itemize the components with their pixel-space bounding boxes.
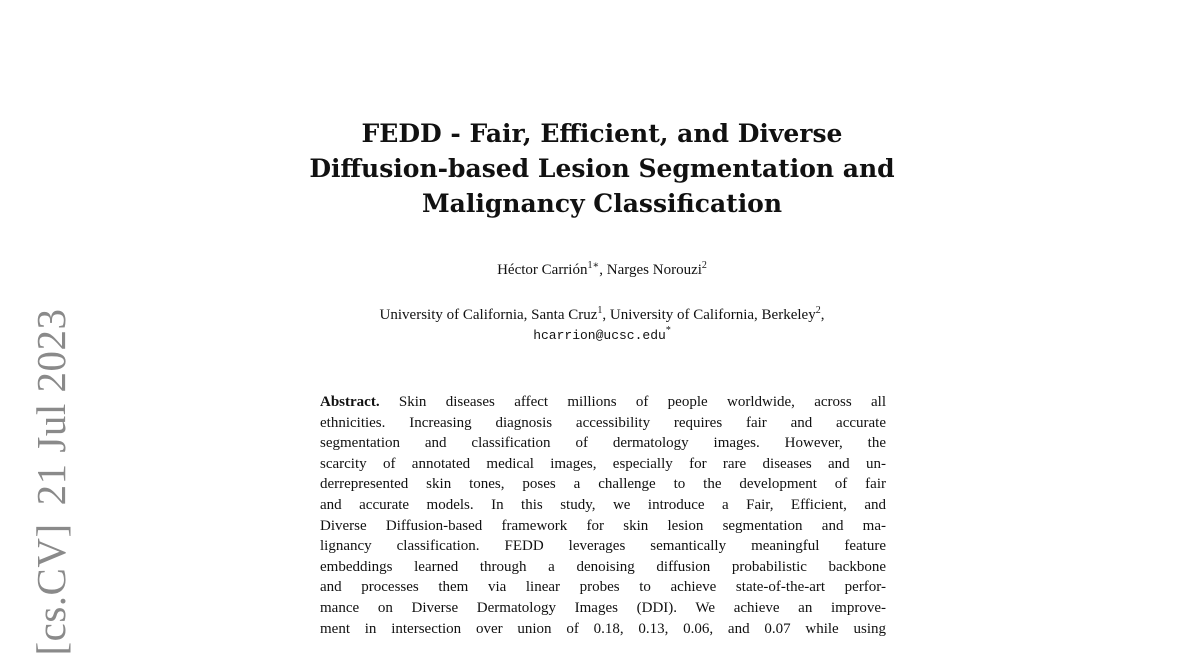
affiliation-tail: , (820, 307, 825, 323)
affiliation-separator: , (602, 307, 610, 323)
abstract (320, 392, 886, 639)
email-mark: * (665, 325, 671, 336)
abstract-line: ment in intersection over union of 0.18, 0.13, 0.06, and 0.07 while using (320, 620, 886, 637)
author-name: Héctor Carrión (497, 262, 588, 278)
abstract-line: embeddings learned through a denoising diffusion probabilistic backbone (320, 558, 886, 575)
abstract-line (320, 392, 886, 413)
abstract-line: lignancy classification. FEDD leverages semantically meaningful feature (320, 538, 886, 555)
abstract-line: and processes them via linear probes to achieve state-of-the-art perfor- (320, 579, 886, 596)
title-line-3: Malignancy Classification (421, 189, 783, 218)
abstract-line: derrepresented skin tones, poses a challenge to the development of fair (320, 476, 886, 493)
arxiv-date: 21 Jul 2023 (28, 308, 74, 506)
arxiv-stamp (27, 308, 75, 655)
abstract-line: ethnicities. Increasing diagnosis accessibility requires fair and accurate (320, 414, 886, 431)
author-list (260, 262, 944, 279)
arxiv-category: [cs.CV] (28, 523, 74, 656)
affiliation-mark: 2 (815, 305, 821, 316)
abstract-label: Abstract. (320, 394, 380, 410)
author-separator: , (599, 262, 607, 278)
author-mark: 1∗ (587, 260, 600, 271)
title-line-2: Diffusion-based Lesion Segmentation and (309, 154, 895, 183)
affiliation-berkeley: University of California, Berkeley (609, 307, 816, 323)
author-name: Narges Norouzi (606, 262, 702, 278)
abstract-first-line: Skin diseases affect millions of people worldwide, across all (398, 394, 887, 410)
abstract-line: and accurate models. In this study, we introduce a Fair, Efficient, and (320, 496, 886, 513)
abstract-line: scarcity of annotated medical images, especially for rare diseases and un- (320, 455, 886, 472)
paper-title (260, 116, 944, 221)
abstract-line: segmentation and classification of dermatology images. However, the (320, 435, 886, 452)
email-line (260, 325, 944, 346)
affiliation-mark: 1 (597, 305, 603, 316)
author-email[interactable]: hcarrion@ucsc.edu (533, 328, 666, 343)
abstract-line: Diverse Diffusion-based framework for skin lesion segmentation and ma- (320, 517, 886, 534)
affiliations (260, 305, 944, 346)
title-line-1: FEDD - Fair, Efficient, and Diverse (361, 119, 843, 148)
affiliation-ucsc: University of California, Santa Cruz (379, 307, 598, 323)
abstract-line: mance on Diverse Dermatology Images (DDI). We achieve an improve- (320, 599, 886, 616)
author-mark: 2 (701, 260, 707, 271)
affiliation-line (260, 305, 944, 325)
